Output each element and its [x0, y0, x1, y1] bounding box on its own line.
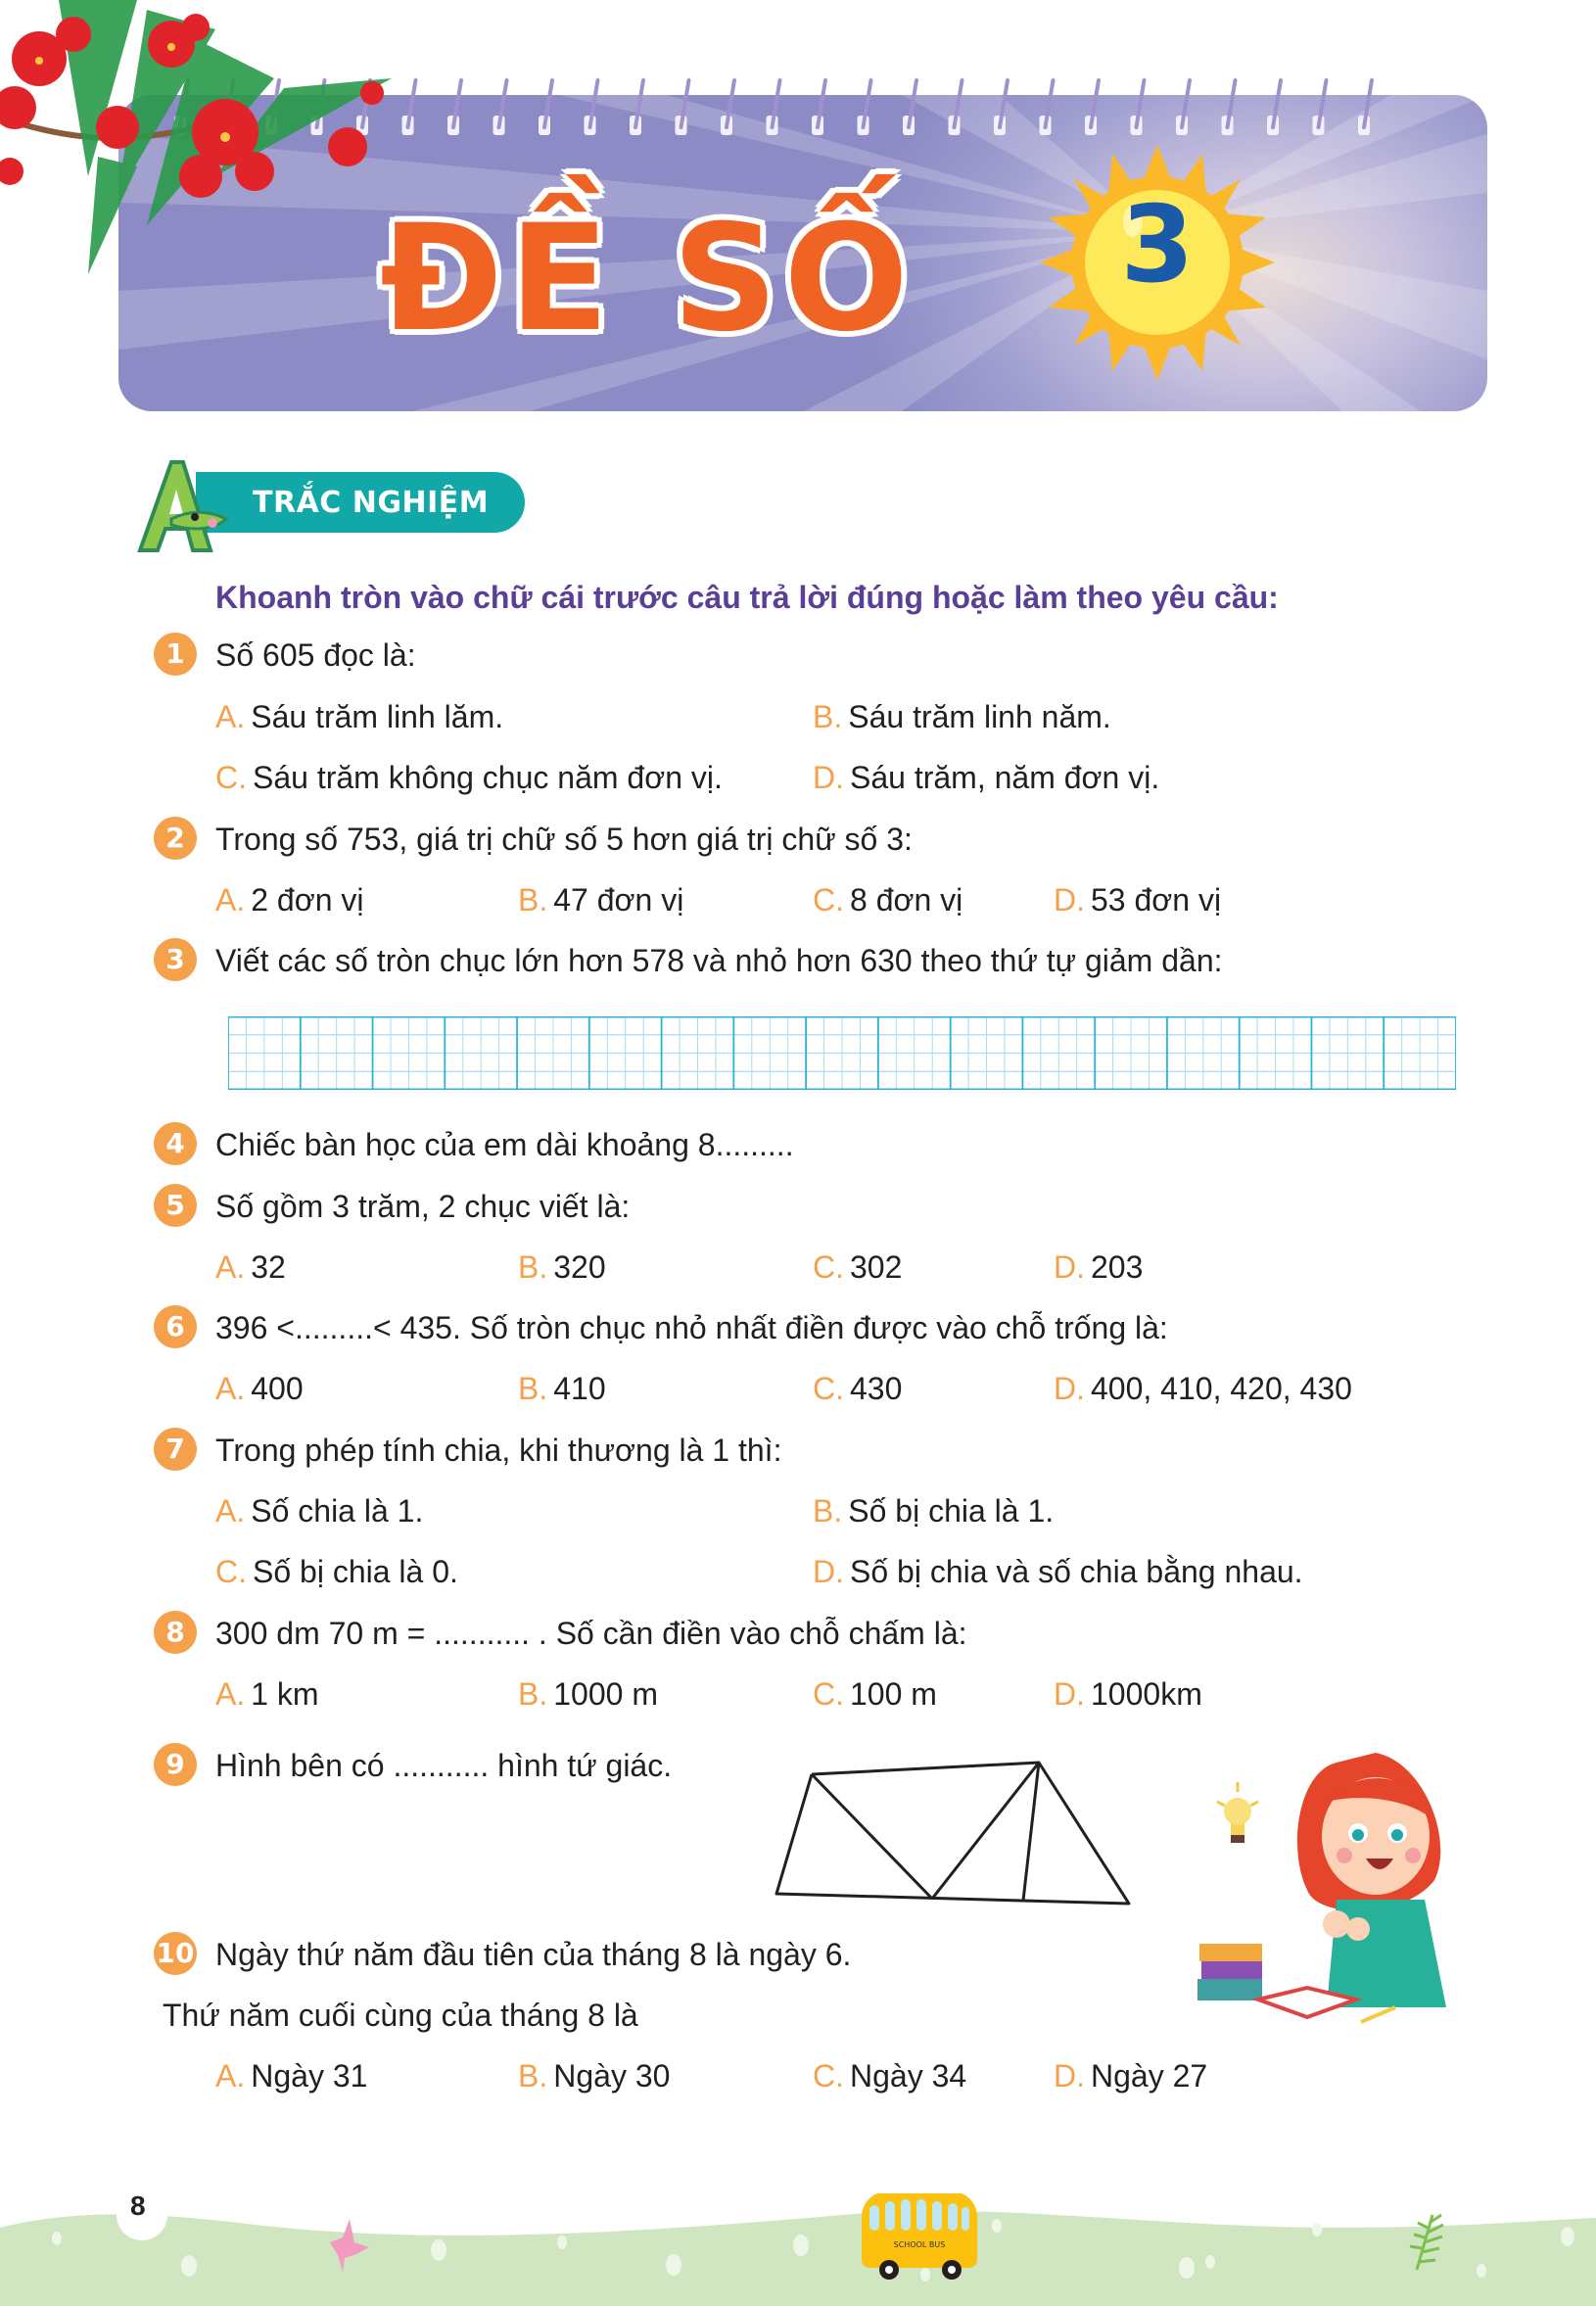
question-number-badge: 5 — [154, 1184, 197, 1227]
question-number-badge: 4 — [154, 1122, 197, 1165]
option-letter: D. — [1054, 1371, 1085, 1406]
option-letter: D. — [1054, 1676, 1085, 1712]
section-title: TRẮC NGHIỆM — [253, 486, 490, 520]
option-letter: B. — [518, 882, 548, 918]
option-a[interactable] — [215, 2058, 367, 2094]
option-text: 430 — [850, 1371, 903, 1406]
option-text: Ngày 27 — [1091, 2058, 1208, 2094]
option-text: 400 — [251, 1371, 304, 1406]
option-text: 1 km — [251, 1676, 319, 1712]
option-b[interactable] — [518, 1371, 606, 1407]
question-number-badge: 2 — [154, 817, 197, 860]
option-a[interactable] — [215, 1493, 423, 1529]
option-text: Ngày 30 — [553, 2058, 671, 2094]
option-letter: A. — [215, 2058, 246, 2094]
option-d[interactable] — [1054, 1249, 1143, 1286]
crocodile-letter-a-icon — [132, 460, 230, 554]
option-b[interactable] — [518, 882, 683, 918]
question-number-badge: 8 — [154, 1611, 197, 1654]
option-d[interactable] — [813, 760, 1159, 796]
option-text: Ngày 31 — [251, 2058, 368, 2094]
question-text: Trong phép tính chia, khi thương là 1 thì: — [215, 1433, 782, 1468]
page-number: 8 — [130, 2190, 146, 2221]
question-number-badge: 1 — [154, 633, 197, 676]
option-text: 320 — [553, 1249, 606, 1285]
option-letter: C. — [813, 1249, 844, 1285]
option-letter: D. — [1054, 882, 1085, 918]
bus-label: SCHOOL BUS — [893, 2240, 946, 2249]
question-text: Ngày thứ năm đầu tiên của tháng 8 là ngày 6. — [215, 1937, 852, 1972]
option-text: 47 đơn vị — [553, 882, 684, 918]
option-letter: C. — [813, 2058, 844, 2094]
option-c[interactable] — [215, 760, 723, 796]
answer-writing-grid[interactable] — [228, 1016, 1456, 1090]
option-c[interactable] — [813, 882, 962, 918]
option-letter: C. — [813, 882, 844, 918]
option-letter: D. — [1054, 2058, 1085, 2094]
option-letter: B. — [518, 1676, 548, 1712]
option-text: 1000 m — [553, 1676, 658, 1712]
girl-with-books-illustration — [1190, 1743, 1483, 2037]
question-number-badge: 7 — [154, 1428, 197, 1471]
option-d[interactable] — [1054, 1676, 1202, 1713]
option-letter: A. — [215, 882, 246, 918]
option-d[interactable] — [1054, 1371, 1352, 1407]
option-text: 203 — [1091, 1249, 1144, 1285]
option-c[interactable] — [813, 1249, 902, 1286]
option-c[interactable] — [813, 2058, 966, 2094]
option-letter: D. — [1054, 1249, 1085, 1285]
option-c[interactable] — [813, 1371, 902, 1407]
option-a[interactable] — [215, 699, 503, 735]
option-text: 32 — [251, 1249, 286, 1285]
question-text: Hình bên có ........... hình tứ giác. — [215, 1748, 673, 1783]
option-letter: C. — [813, 1676, 844, 1712]
option-text: 410 — [553, 1371, 606, 1406]
option-d[interactable] — [813, 1554, 1303, 1590]
option-letter: A. — [215, 1676, 246, 1712]
option-letter: D. — [813, 760, 844, 795]
option-text: Ngày 34 — [850, 2058, 967, 2094]
option-text: Số bị chia là 1. — [848, 1493, 1055, 1529]
question-number-badge: 6 — [154, 1305, 197, 1348]
exam-title: ĐỀ SỐ — [380, 194, 915, 364]
question-text: 396 <.........< 435. Số tròn chục nhỏ nhất điền được vào chỗ trống là: — [215, 1310, 1168, 1345]
option-text: 302 — [850, 1249, 903, 1285]
question-text: Số gồm 3 trăm, 2 chục viết là: — [215, 1189, 631, 1224]
option-text: Sáu trăm linh năm. — [848, 699, 1111, 734]
option-a[interactable] — [215, 882, 364, 918]
question-text: Số 605 đọc là: — [215, 637, 416, 673]
option-text: 2 đơn vị — [251, 882, 364, 918]
option-letter: A. — [215, 1249, 246, 1285]
question-text-continuation: Thứ năm cuối cùng của tháng 8 là — [163, 1998, 638, 2033]
question-text: 300 dm 70 m = ........... . Số cần điền vào chỗ chấm là: — [215, 1616, 967, 1651]
option-letter: B. — [518, 2058, 548, 2094]
option-text: 1000km — [1091, 1676, 1202, 1712]
question-number-badge: 3 — [154, 938, 197, 981]
question-text: Viết các số tròn chục lớn hơn 578 và nhỏ hơn 630 theo thứ tự giảm dần: — [215, 943, 1223, 978]
option-letter: D. — [813, 1554, 844, 1589]
option-text: Số bị chia là 0. — [253, 1554, 458, 1589]
option-text: Số bị chia và số chia bằng nhau. — [850, 1554, 1303, 1589]
option-c[interactable] — [813, 1676, 937, 1713]
option-b[interactable] — [518, 2058, 670, 2094]
option-d[interactable] — [1054, 882, 1221, 918]
option-c[interactable] — [215, 1554, 458, 1590]
exam-number: 3 — [1120, 184, 1195, 306]
option-b[interactable] — [518, 1249, 606, 1286]
option-a[interactable] — [215, 1676, 319, 1713]
option-letter: B. — [813, 699, 843, 734]
option-b[interactable] — [518, 1676, 658, 1713]
option-letter: A. — [215, 699, 246, 734]
option-text: Sáu trăm không chục năm đơn vị. — [253, 760, 723, 795]
option-text: 53 đơn vị — [1091, 882, 1222, 918]
option-letter: C. — [215, 760, 247, 795]
option-a[interactable] — [215, 1371, 304, 1407]
option-a[interactable] — [215, 1249, 286, 1286]
option-letter: B. — [518, 1371, 548, 1406]
option-b[interactable] — [813, 699, 1111, 735]
option-text: 8 đơn vị — [850, 882, 963, 918]
option-letter: C. — [813, 1371, 844, 1406]
option-letter: B. — [518, 1249, 548, 1285]
option-letter: B. — [813, 1493, 843, 1529]
question-number-badge: 10 — [154, 1932, 197, 1975]
option-text: Sáu trăm, năm đơn vị. — [850, 760, 1160, 795]
question-text: Trong số 753, giá trị chữ số 5 hơn giá trị chữ số 3: — [215, 822, 913, 857]
question-text: Chiếc bàn học của em dài khoảng 8......... — [215, 1127, 794, 1162]
option-letter: A. — [215, 1493, 246, 1529]
option-letter: C. — [215, 1554, 247, 1589]
question-number-badge: 9 — [154, 1743, 197, 1786]
option-b[interactable] — [813, 1493, 1054, 1529]
option-text: Số chia là 1. — [251, 1493, 424, 1529]
option-letter: A. — [215, 1371, 246, 1406]
footer-ground — [0, 2193, 1596, 2306]
option-text: Sáu trăm linh lăm. — [251, 699, 504, 734]
option-text: 400, 410, 420, 430 — [1091, 1371, 1352, 1406]
option-d[interactable] — [1054, 2058, 1207, 2094]
quadrilateral-figure — [764, 1753, 1146, 1919]
flame-tree-flowers-decoration — [0, 0, 411, 284]
option-text: 100 m — [850, 1676, 937, 1712]
instructions: Khoanh tròn vào chữ cái trước câu trả lời đúng hoặc làm theo yêu cầu: — [215, 580, 1279, 615]
